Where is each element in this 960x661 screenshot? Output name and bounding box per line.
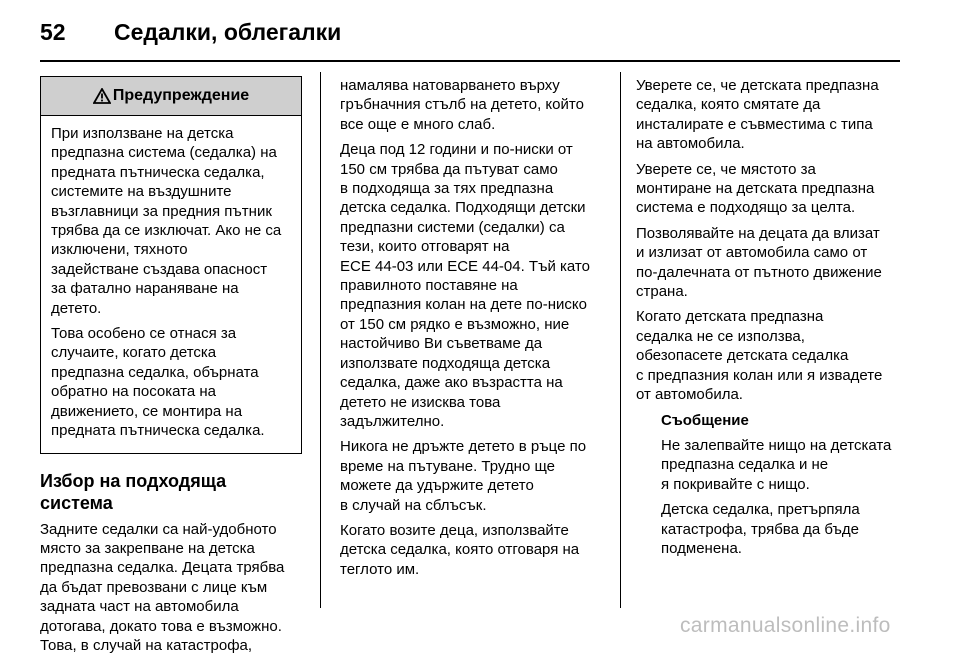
note-box	[661, 411, 904, 559]
header-rule	[40, 60, 900, 62]
col2-paragraph-4: Когато возите деца, използвайте детска седалка, която отговаря на теглото им.	[340, 521, 580, 578]
page-header	[40, 14, 341, 50]
col3-paragraph-2: Уверете се, че мястото за монтиране на детската предпазна система е подходящо за целта.	[636, 160, 875, 217]
page-number: 52	[40, 18, 66, 45]
column-2	[340, 76, 610, 585]
section	[40, 470, 302, 656]
note-title: Съобщение	[661, 411, 749, 429]
page-title: Седалки, облегалки	[114, 18, 342, 45]
warning-paragraph-1: При използване на детска предпазна система (седалка) на предната пътническа седалка, системите на въздушните възглавници за предния пътник трябва да се изключат. Ако не са изключени, тяхното задействане създава опасност за фатално нараняване на детето.	[51, 125, 282, 317]
column-3	[636, 76, 904, 564]
warning-paragraph-2: Това особено се отнася за случаите, когато детска предпазна седалка, обърната обратно на посоката на движението, се монтира на предната пътническа седалка.	[51, 325, 265, 440]
watermark: carmanualsonline.info	[680, 614, 891, 637]
warning-header	[41, 77, 301, 116]
col3-paragraph-1: Уверете се, че детската предпазна седалка, която смятате да инсталирате е съвместима с типа на автомобила.	[636, 77, 879, 153]
warning-body	[41, 116, 301, 453]
column-divider-2	[620, 72, 621, 608]
note-paragraph-1: Не залепвайте нищо на детската предпазна седалка и не я покривайте с нищо.	[661, 436, 892, 493]
warning-triangle-icon	[93, 88, 111, 104]
warning-title: Предупреждение	[112, 87, 250, 105]
warning-box	[40, 76, 302, 454]
col2-paragraph-3: Никога не дръжте детето в ръце по време на пътуване. Трудно ще можете да удържите детето в случай на сблъсък.	[340, 438, 587, 514]
section-title: Избор на подходяща система	[40, 470, 227, 513]
note-paragraph-2: Детска седалка, претърпяла катастрофа, трябва да бъде подменена.	[661, 501, 860, 557]
column-1	[40, 76, 302, 661]
section-paragraph-1: Задните седалки са най-удобното място за закрепване на детска предпазна седалка. Децата трябва да бъдат превозвани с лице към задната част на автомобила дотогава, докато това е възможно. Това, в случай на катастрофа,	[40, 520, 285, 654]
col3-paragraph-3: Позволявайте на децата да влизат и излизат от автомобила само от по-далечната от пътното движение страна.	[636, 224, 882, 301]
col3-paragraph-4: Когато детската предпазна седалка не се използва, обезопасете детската седалка с предпазния колан или я извадете от автомобила.	[636, 308, 883, 404]
column-divider-1	[320, 72, 321, 608]
col2-paragraph-1: намалява натоварването върху гръбначния стълб на детето, който все още е много слаб.	[340, 77, 584, 133]
col2-paragraph-2: Деца под 12 години и по-ниски от 150 см трябва да пътуват само в подходяща за тях предпазна детска седалка. Подходящи детски предпазни системи (седалки) са тези, които отговарят на ECE 44-03 или ECE 44-04. Тъй като правилното поставяне на предпазния колан на дете по-ниско от 150 см рядко е възможно, ние настойчиво Ви съветваме да използвате подходяща детска седалка, даже ако възрастта на детето не изисква това задължително.	[340, 141, 590, 430]
